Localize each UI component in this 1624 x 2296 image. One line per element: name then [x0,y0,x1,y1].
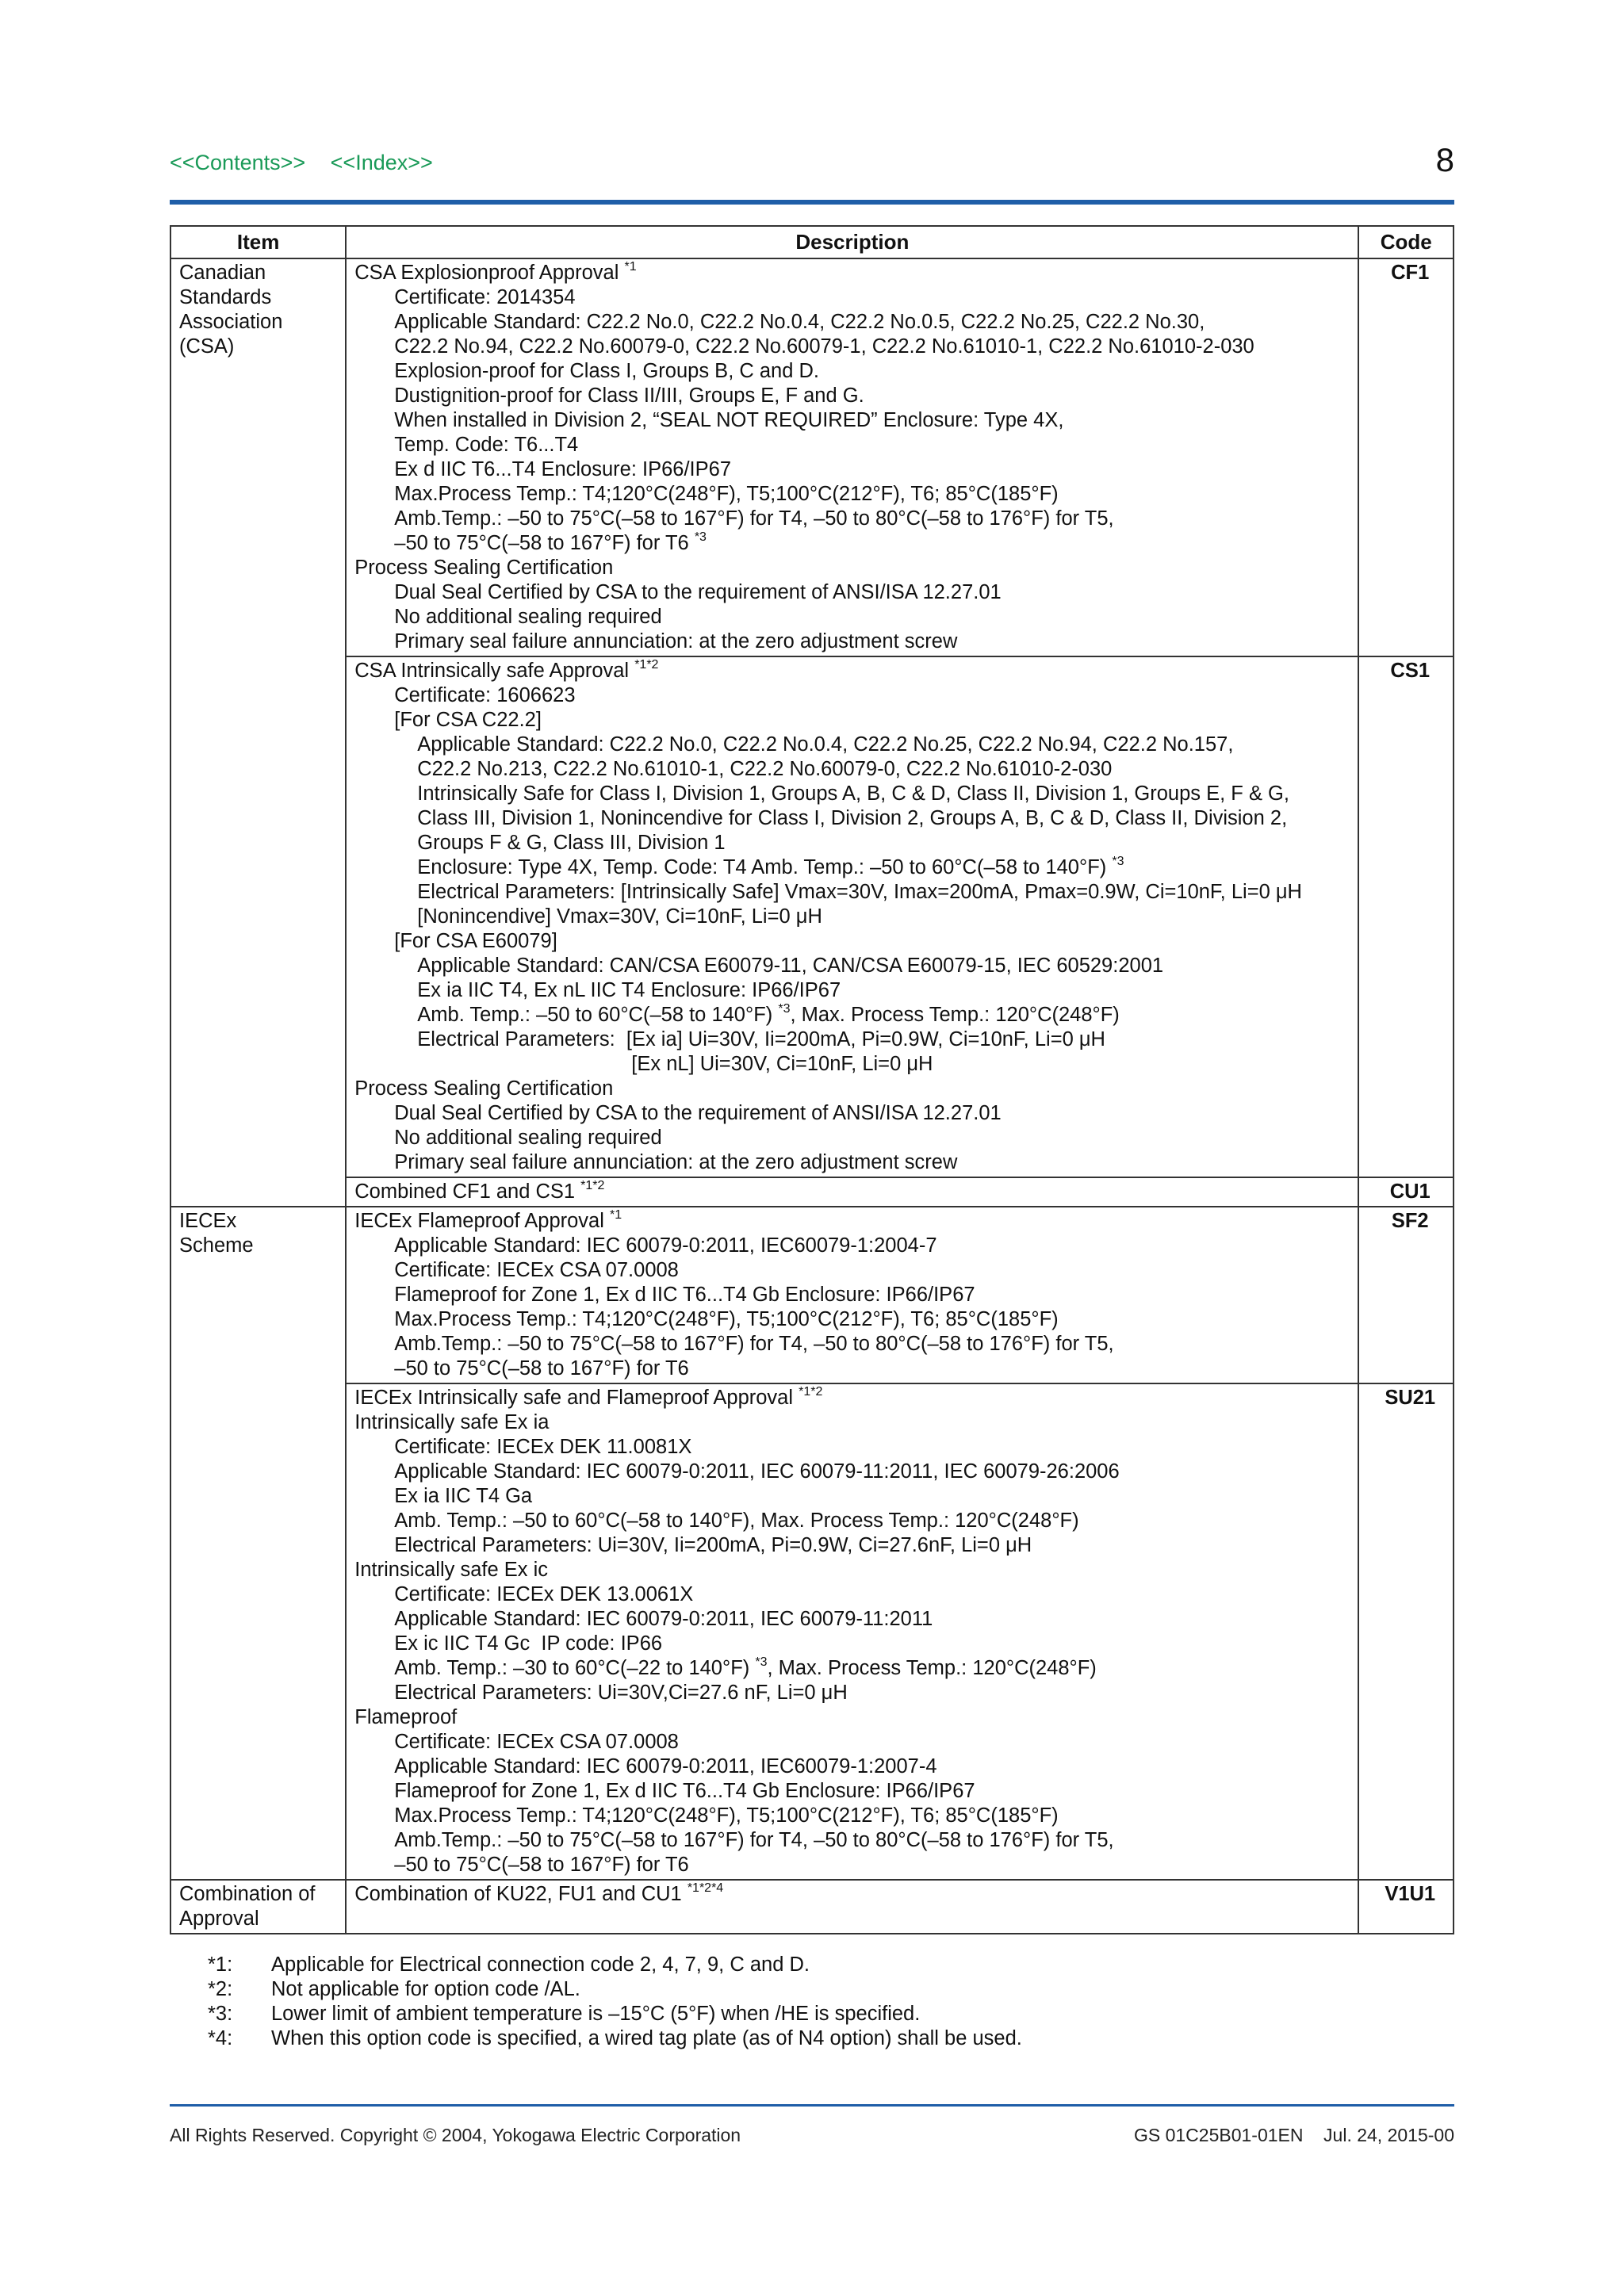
description-line [354,1003,1358,1027]
line-text: Flameproof for Zone 1, Ex d IIC T6...T4 Gb Enclosure: IP66/IP67 [394,1780,975,1802]
description-line [354,1632,1358,1656]
line-text: Process Sealing Certification [354,557,614,579]
table-body [170,258,1454,1934]
description-line [354,335,1358,359]
line-text: Amb. Temp.: –50 to 60°C(–58 to 140°F), Max. Process Temp.: 120°C(248°F) [394,1510,1079,1532]
line-text: Applicable Standard: IEC 60079-0:2011, IEC 60079-11:2011, IEC 60079-26:2006 [394,1460,1120,1483]
line-text: Explosion-proof for Class I, Groups B, C and D. [394,360,819,382]
line-text: Enclosure: Type 4X, Temp. Code: T4 Amb. Temp.: –50 to 60°C(–58 to 140°F) [417,856,1113,878]
description-line [354,408,1358,433]
description-cell [346,1207,1358,1383]
table-row [170,1880,1454,1934]
description-cell [346,1383,1358,1880]
item-cell [170,1207,346,1880]
line-text: Amb.Temp.: –50 to 75°C(–58 to 167°F) for T4, –50 to 80°C(–58 to 176°F) for T5, [394,1829,1114,1851]
description-line [354,978,1358,1003]
description-line [354,285,1358,310]
line-text: Amb.Temp.: –50 to 75°C(–58 to 167°F) for T4, –50 to 80°C(–58 to 176°F) for T5, [394,507,1114,530]
footnote-ref: *1*2*4 [687,1881,724,1895]
table-header-row [170,226,1454,258]
footnote-ref: *1*2 [799,1384,823,1399]
footnote [208,2026,1022,2051]
footer-rule [170,2104,1454,2107]
line-text: Dual Seal Certified by CSA to the requirement of ANSI/ISA 12.27.01 [394,1102,1002,1124]
description-cell [346,1880,1358,1934]
line-text: No additional sealing required [394,606,662,628]
description-line [354,433,1358,457]
line-text: [Ex nL] Ui=30V, Ci=10nF, Li=0 μH [631,1053,933,1075]
footnote-ref: *3 [1112,854,1124,868]
table-row [170,1177,1454,1207]
line-text: Certificate: 2014354 [394,286,576,308]
footnote-mark: *3: [208,2003,233,2025]
description-line [354,1283,1358,1307]
description-line [354,1209,1358,1234]
code-cell: CF1 [1358,258,1454,656]
footnote [208,1953,1022,1977]
description-line [354,954,1358,978]
description-line [354,1332,1358,1357]
page-number: 8 [1435,141,1454,178]
line-text: Electrical Parameters: [Intrinsically Safe] Vmax=30V, Imax=200mA, Pmax=0.9W, Ci=10nF, Li=0 μH [417,881,1302,903]
line-text: CSA Intrinsically safe Approval [354,660,635,682]
description-line [354,359,1358,384]
line-text: , Max. Process Temp.: 120°C(248°F) [767,1657,1097,1679]
line-text: Class III, Division 1, Nonincendive for Class I, Division 2, Groups A, B, C & D, Class II, Division 2, [417,807,1288,829]
description-line [354,457,1358,482]
contents-link[interactable]: <<Contents>> [170,151,306,174]
line-text: Combined CF1 and CS1 [354,1181,581,1203]
doc-date: Jul. 24, 2015-00 [1323,2125,1454,2145]
description-line [354,629,1358,654]
index-link[interactable]: <<Index>> [330,151,433,174]
description-line [354,1077,1358,1101]
description-cell [346,656,1358,1177]
footnote-ref: *1*2 [580,1178,605,1192]
line-text: Applicable Standard: IEC 60079-0:2011, IEC60079-1:2004-7 [394,1234,937,1257]
line-text: Certificate: 1606623 [394,684,576,706]
line-text: C22.2 No.94, C22.2 No.60079-0, C22.2 No.60079-1, C22.2 No.61010-1, C22.2 No.61010-2-030 [394,335,1254,358]
line-text: Applicable Standard: C22.2 No.0, C22.2 No.0.4, C22.2 No.0.5, C22.2 No.25, C22.2 No.30, [394,311,1205,333]
line-text: Electrical Parameters: Ui=30V, Ii=200mA, Pi=0.9W, Ci=27.6nF, Li=0 μH [394,1534,1032,1556]
code-cell: CS1 [1358,656,1454,1177]
table-row [170,258,1454,656]
description-line [354,683,1358,708]
table-row [170,1207,1454,1383]
description-line [354,605,1358,629]
description-line [354,507,1358,531]
description-line [354,1533,1358,1558]
description-line [354,1386,1358,1410]
header-links [170,151,452,175]
doc-number: GS 01C25B01-01EN [1133,2125,1304,2145]
line-text: Intrinsically Safe for Class I, Division 1, Groups A, B, C & D, Class II, Division 1, Groups E, F & G, [417,783,1289,805]
footnote [208,2002,1022,2026]
line-text: Temp. Code: T6...T4 [394,434,579,456]
line-text: –50 to 75°C(–58 to 167°F) for T6 [394,1357,689,1380]
description-line [354,531,1358,556]
line-text: Applicable Standard: C22.2 No.0, C22.2 No.0.4, C22.2 No.25, C22.2 No.94, C22.2 No.157, [417,733,1234,756]
description-line [354,1779,1358,1804]
description-line [354,1607,1358,1632]
item-line: Scheme [179,1234,254,1257]
description-line [354,1435,1358,1460]
item-line: (CSA) [179,335,235,358]
description-line [354,757,1358,782]
description-line [354,1307,1358,1332]
description-line [354,905,1358,929]
line-text: Flameproof for Zone 1, Ex d IIC T6...T4 Gb Enclosure: IP66/IP67 [394,1284,975,1306]
description-line [354,556,1358,580]
line-text: Ex ic IIC T4 Gc IP code: IP66 [394,1632,663,1655]
footnote-ref: *3 [755,1655,768,1669]
description-line [354,1656,1358,1681]
line-text: Combination of KU22, FU1 and CU1 [354,1883,688,1905]
description-line [354,1558,1358,1582]
description-cell [346,258,1358,656]
footnote [208,1977,1022,2002]
line-text: Certificate: IECEx DEK 13.0061X [394,1583,694,1605]
footnote-ref: *1 [624,259,637,274]
line-text: Applicable Standard: IEC 60079-0:2011, IEC60079-1:2007-4 [394,1755,937,1777]
line-text: IECEx Intrinsically safe and Flameproof Approval [354,1387,799,1409]
description-line [354,1410,1358,1435]
description-line [354,1027,1358,1052]
description-line [354,1180,1358,1204]
line-text: Intrinsically safe Ex ia [354,1411,550,1433]
description-line [354,1234,1358,1258]
line-text: [Nonincendive] Vmax=30V, Ci=10nF, Li=0 μH [417,905,822,928]
line-text: –50 to 75°C(–58 to 167°F) for T6 [394,1854,689,1876]
item-line: Combination of [179,1883,316,1905]
line-text: Primary seal failure annunciation: at the zero adjustment screw [394,630,958,652]
item-line: Approval [179,1908,259,1930]
description-line [354,1460,1358,1484]
description-line [354,1101,1358,1126]
description-line [354,384,1358,408]
line-text: Process Sealing Certification [354,1077,614,1100]
item-line: IECEx [179,1210,237,1232]
description-line [354,261,1358,285]
footnote-ref: *3 [694,530,707,544]
footnote-text: Applicable for Electrical connection code 2, 4, 7, 9, C and D. [271,1954,810,1976]
description-line [354,806,1358,831]
description-line [354,1853,1358,1877]
footnote-mark: *2: [208,1978,233,2000]
line-text: CSA Explosionproof Approval [354,262,625,284]
footnote-text: When this option code is specified, a wired tag plate (as of N4 option) shall be used. [271,2027,1022,2049]
footer-doc-info [1134,2125,1454,2146]
description-line [354,1755,1358,1779]
header-item: Item [170,226,346,258]
description-line [354,855,1358,880]
item-cell [170,1880,346,1934]
item-cell [170,258,346,1207]
description-line [354,1150,1358,1175]
description-line [354,1882,1358,1907]
description-line [354,708,1358,733]
line-text: Dual Seal Certified by CSA to the requirement of ANSI/ISA 12.27.01 [394,581,1002,603]
line-text: Max.Process Temp.: T4;120°C(248°F), T5;100°C(212°F), T6; 85°C(185°F) [394,1804,1059,1827]
line-text: When installed in Division 2, “SEAL NOT REQUIRED” Enclosure: Type 4X, [394,409,1064,431]
footnote-mark: *4: [208,2027,233,2049]
description-line [354,1681,1358,1705]
line-text: Amb. Temp.: –50 to 60°C(–58 to 140°F) [417,1004,779,1026]
line-text: Amb.Temp.: –50 to 75°C(–58 to 167°F) for T4, –50 to 80°C(–58 to 176°F) for T5, [394,1333,1114,1355]
description-line [354,733,1358,757]
description-line [354,659,1358,683]
line-text: Ex ia IIC T4 Ga [394,1485,533,1507]
line-text: IECEx Flameproof Approval [354,1210,610,1232]
line-text: Electrical Parameters: Ui=30V,Ci=27.6 nF, Li=0 μH [394,1682,848,1704]
line-text: Certificate: IECEx CSA 07.0008 [394,1731,679,1753]
header-code: Code [1358,226,1454,258]
header-description: Description [346,226,1358,258]
description-line [354,580,1358,605]
header-rule [170,200,1454,205]
code-cell: CU1 [1358,1177,1454,1207]
code-cell: SF2 [1358,1207,1454,1383]
description-line [354,782,1358,806]
description-line [354,1258,1358,1283]
description-line [354,482,1358,507]
description-line [354,1730,1358,1755]
item-line: Standards [179,286,272,308]
line-text: Certificate: IECEx DEK 11.0081X [394,1436,692,1458]
line-text: Certificate: IECEx CSA 07.0008 [394,1259,679,1281]
line-text: Applicable Standard: CAN/CSA E60079-11, CAN/CSA E60079-15, IEC 60529:2001 [417,955,1164,977]
line-text: Dustignition-proof for Class II/III, Groups E, F and G. [394,385,864,407]
description-line [354,1484,1358,1509]
description-line [354,1582,1358,1607]
line-text: –50 to 75°C(–58 to 167°F) for T6 [394,532,695,554]
footnote-text: Not applicable for option code /AL. [271,1978,580,2000]
line-text: Flameproof [354,1706,458,1728]
code-cell: SU21 [1358,1383,1454,1880]
footnote-mark: *1: [208,1954,233,1976]
line-text: C22.2 No.213, C22.2 No.61010-1, C22.2 No.60079-0, C22.2 No.61010-2-030 [417,758,1113,780]
footnote-ref: *3 [778,1001,791,1016]
line-text: Groups F & G, Class III, Division 1 [417,832,726,854]
description-line [354,310,1358,335]
description-line [354,1126,1358,1150]
line-text: Amb. Temp.: –30 to 60°C(–22 to 140°F) [394,1657,756,1679]
line-text: Max.Process Temp.: T4;120°C(248°F), T5;100°C(212°F), T6; 85°C(185°F) [394,483,1059,505]
item-line: Canadian [179,262,266,284]
description-line [354,1509,1358,1533]
description-line [354,929,1358,954]
spec-table [170,225,1454,1934]
code-cell: V1U1 [1358,1880,1454,1934]
footer-copyright: All Rights Reserved. Copyright © 2004, Yokogawa Electric Corporation [170,2125,741,2145]
line-text: [For CSA C22.2] [394,709,542,731]
description-line [354,1052,1358,1077]
line-text: Max.Process Temp.: T4;120°C(248°F), T5;100°C(212°F), T6; 85°C(185°F) [394,1308,1059,1330]
description-line [354,880,1358,905]
description-line [354,1804,1358,1828]
line-text: Primary seal failure annunciation: at the zero adjustment screw [394,1151,958,1173]
description-line [354,831,1358,855]
footnote-ref: *1 [610,1207,622,1222]
footnote-text: Lower limit of ambient temperature is –15°C (5°F) when /HE is specified. [271,2003,921,2025]
line-text: No additional sealing required [394,1127,662,1149]
description-line [354,1828,1358,1853]
line-text: Applicable Standard: IEC 60079-0:2011, IEC 60079-11:2011 [394,1608,933,1630]
line-text: Intrinsically safe Ex ic [354,1559,549,1581]
line-text: Ex d IIC T6...T4 Enclosure: IP66/IP67 [394,458,731,480]
description-line [354,1705,1358,1730]
table-row [170,1383,1454,1880]
line-text: Electrical Parameters: [Ex ia] Ui=30V, Ii=200mA, Pi=0.9W, Ci=10nF, Li=0 μH [417,1028,1105,1050]
table-row [170,656,1454,1177]
description-line [354,1357,1358,1381]
item-line: Association [179,311,283,333]
line-text: [For CSA E60079] [394,930,557,952]
description-cell [346,1177,1358,1207]
line-text: , Max. Process Temp.: 120°C(248°F) [790,1004,1120,1026]
line-text: Ex ia IIC T4, Ex nL IIC T4 Enclosure: IP66/IP67 [417,979,841,1001]
footnotes [208,1953,1022,2051]
footnote-ref: *1*2 [634,657,659,672]
